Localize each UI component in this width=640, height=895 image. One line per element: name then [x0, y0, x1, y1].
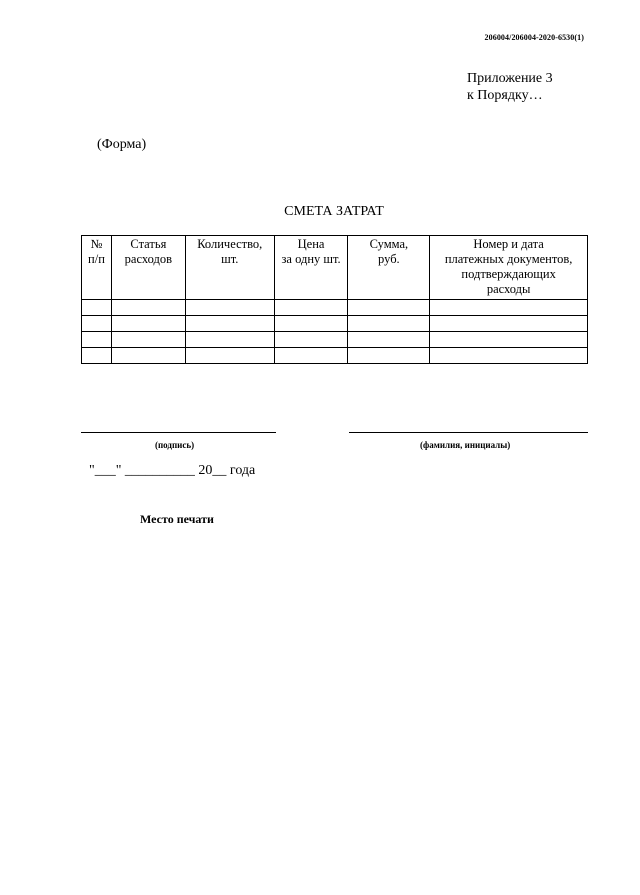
table-cell — [348, 348, 430, 364]
table-cell — [348, 332, 430, 348]
table-cell — [185, 332, 274, 348]
table-cell — [185, 348, 274, 364]
table-row — [82, 300, 588, 316]
table-cell — [82, 348, 112, 364]
table-row — [82, 348, 588, 364]
seal-label: Место печати — [140, 512, 214, 526]
estimate-table — [81, 235, 588, 364]
table-cell — [274, 316, 348, 332]
name-caption: (фамилия, инициалы) — [420, 440, 511, 450]
appendix-line-1: Приложение 3 — [467, 71, 553, 86]
table-cell — [82, 300, 112, 316]
column-header-payment-docs: Номер и дата платежных документов, подтверждающих расходы — [430, 236, 588, 300]
date-line: "___" __________ 20__ года — [89, 463, 256, 478]
document-title: СМЕТА ЗАТРАТ — [284, 204, 384, 219]
table-cell — [111, 316, 185, 332]
table-row — [82, 332, 588, 348]
table-cell — [430, 300, 588, 316]
appendix-note — [467, 70, 553, 104]
table-cell — [274, 300, 348, 316]
table-cell — [430, 316, 588, 332]
column-header-number: № п/п — [82, 236, 112, 300]
table-cell — [82, 332, 112, 348]
signature-line — [81, 432, 276, 433]
document-id: 206004/206004-2020-6530(1) — [484, 33, 584, 42]
table-cell — [348, 316, 430, 332]
column-header-expense-item: Статья расходов — [111, 236, 185, 300]
table-header-row — [82, 236, 588, 300]
table-cell — [274, 332, 348, 348]
table-cell — [111, 300, 185, 316]
table-cell — [82, 316, 112, 332]
name-line — [349, 432, 588, 433]
table-cell — [111, 348, 185, 364]
column-header-quantity: Количество, шт. — [185, 236, 274, 300]
table-cell — [430, 348, 588, 364]
table-cell — [274, 348, 348, 364]
table-cell — [430, 332, 588, 348]
table-row — [82, 316, 588, 332]
column-header-amount: Сумма, руб. — [348, 236, 430, 300]
form-label: (Форма) — [97, 137, 147, 152]
table-cell — [185, 300, 274, 316]
table-cell — [348, 300, 430, 316]
column-header-unit-price: Цена за одну шт. — [274, 236, 348, 300]
signature-caption: (подпись) — [155, 440, 195, 450]
appendix-line-2: к Порядку… — [467, 88, 543, 103]
table-cell — [111, 332, 185, 348]
table-cell — [185, 316, 274, 332]
